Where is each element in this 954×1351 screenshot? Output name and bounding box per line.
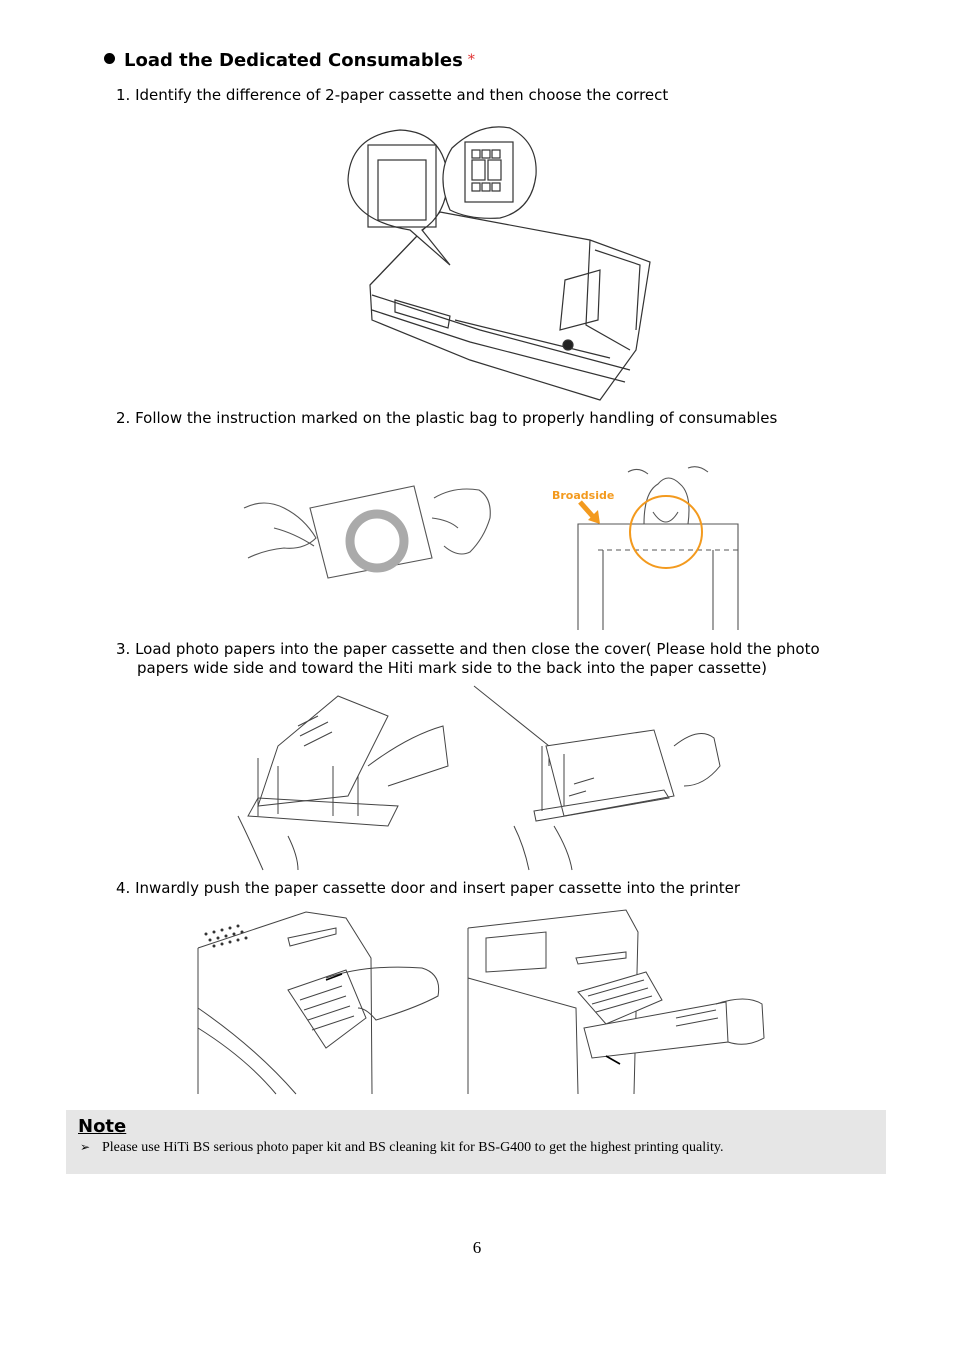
step-3-continuation: papers wide side and toward the Hiti mark side to the back into the paper cassette)	[137, 659, 767, 677]
cassette-comparison-illustration	[340, 120, 660, 402]
broadside-label: Broadside	[552, 489, 615, 502]
section-heading	[104, 50, 475, 71]
load-paper-illustration-right	[474, 686, 722, 870]
insert-cassette-illustration-left	[196, 908, 442, 1094]
broadside-bag-illustration	[548, 462, 770, 632]
step-2-text: 2. Follow the instruction marked on the plastic bag to properly handling of consumables	[116, 409, 778, 427]
arrowhead-bullet-icon: ➢	[80, 1140, 91, 1154]
step-4-text: 4. Inwardly push the paper cassette door and insert paper cassette into the printer	[116, 879, 740, 897]
section-title: Load the Dedicated Consumables	[124, 50, 463, 71]
note-title: Note	[78, 1116, 127, 1137]
page-number: 6	[472, 1238, 482, 1257]
load-paper-illustration-left	[238, 686, 450, 870]
bullet-icon	[104, 53, 115, 64]
step-1-text: 1. Identify the difference of 2-paper cassette and then choose the correct	[116, 86, 669, 104]
note-item-text: Please use HiTi BS serious photo paper kit and BS cleaning kit for BS-G400 to get the highest printing quality.	[102, 1140, 724, 1155]
bag-handling-illustration	[244, 478, 492, 582]
step-3-text: 3. Load photo papers into the paper cassette and then close the cover( Please hold the photo	[116, 640, 820, 658]
insert-cassette-illustration-right	[466, 908, 764, 1094]
asterisk-mark: *	[467, 52, 475, 68]
note-item	[80, 1140, 724, 1156]
